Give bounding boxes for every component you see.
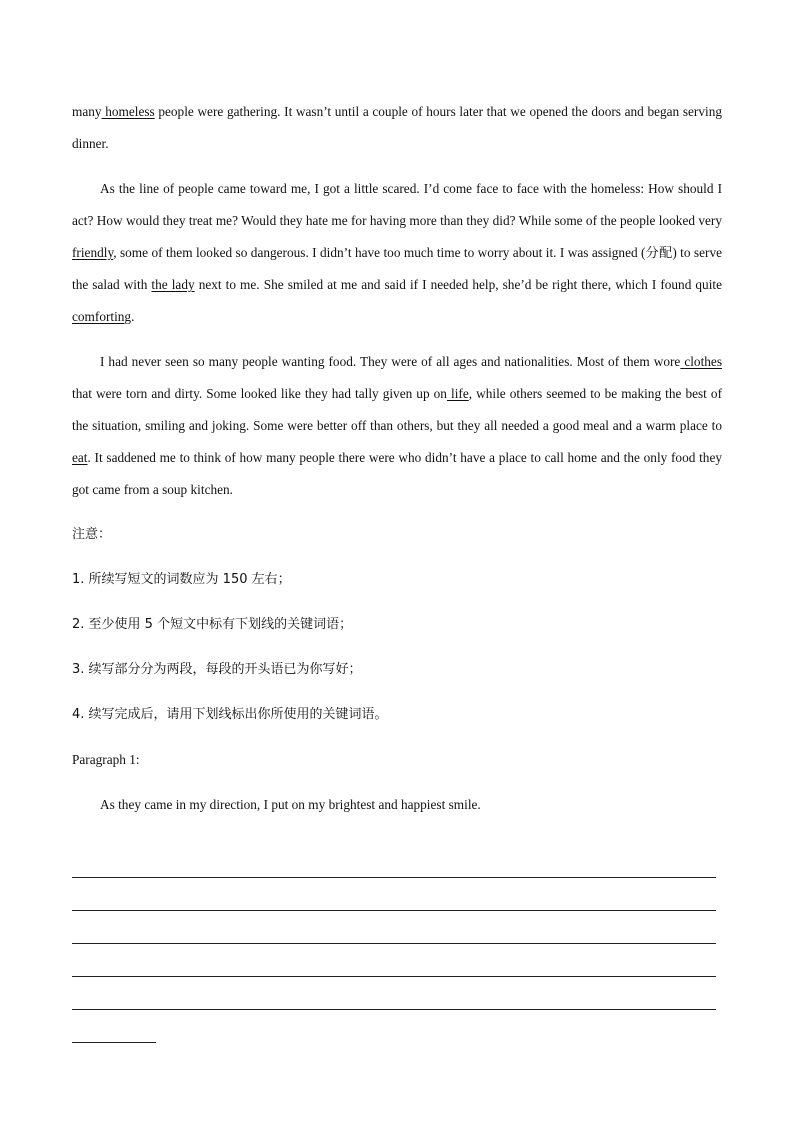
- writing-line[interactable]: [72, 845, 716, 878]
- keyword-the-lady: the lady: [151, 277, 195, 292]
- paragraph-c: [72, 346, 722, 506]
- writing-line[interactable]: [72, 944, 716, 977]
- text: As the line of people came toward me, I got a little scared. I’d come face to face with the homeless: How should I act? How would they treat me? Would they hate me for having more than they did? While some of the people looked very: [72, 181, 722, 228]
- writing-line[interactable]: [72, 878, 716, 911]
- keyword-friendly: friendly: [72, 245, 114, 260]
- notes-heading: 注意：: [72, 527, 112, 542]
- keyword-comforting: comforting: [72, 309, 132, 324]
- text: next to me. She smiled at me and said if I needed help, she’d be right there, which I found quite: [194, 277, 722, 292]
- note-item-2: 2. 至少使用 5 个短文中标有下划线的关键词语；: [72, 617, 353, 632]
- note-item-1: 1. 所续写短文的词数应为 150 左右；: [72, 572, 291, 587]
- text: many: [72, 104, 102, 119]
- keyword-life: life: [446, 386, 469, 401]
- writing-line-short[interactable]: [72, 1010, 156, 1043]
- note-item-4: 4. 续写完成后，请用下划线标出你所使用的关键词语。: [72, 707, 388, 722]
- text: .: [131, 309, 135, 324]
- note-item-3: 3. 续写部分分为两段，每段的开头语已为你写好；: [72, 662, 362, 677]
- text: , while others seemed to be making the best of the situation, smiling and joking. Some were better off than others, but they all needed a good meal and a warm place to: [72, 386, 722, 433]
- text: I had never seen so many people wanting food. They were of all ages and nationalities. Most of them wore: [100, 354, 681, 369]
- writing-line[interactable]: [72, 911, 716, 944]
- keyword-eat: eat: [72, 450, 88, 465]
- paragraph-b: [72, 173, 722, 333]
- paragraph-label: Paragraph 1:: [72, 752, 140, 767]
- paragraph-a: [72, 96, 722, 160]
- text: that were torn and dirty. Some looked like they had tally given up on: [72, 386, 447, 401]
- keyword-homeless: homeless: [101, 104, 155, 119]
- keyword-clothes: clothes: [684, 354, 722, 369]
- writing-area[interactable]: [72, 845, 722, 1043]
- text: . It saddened me to think of how many people there were who didn’t have a place to call home and the only food they got came from a soup kitchen.: [72, 450, 722, 497]
- text: , some of them looked so dangerous. I didn’t have too much time to worry about it. I was assigned (分配) to serve the salad with: [72, 245, 722, 292]
- text: people were gathering. It wasn’t until a couple of hours later that we opened the doors and began serving dinner.: [72, 104, 722, 151]
- writing-line[interactable]: [72, 977, 716, 1010]
- paragraph-opening: As they came in my direction, I put on my brightest and happiest smile.: [100, 797, 481, 812]
- document-page: [72, 96, 722, 1043]
